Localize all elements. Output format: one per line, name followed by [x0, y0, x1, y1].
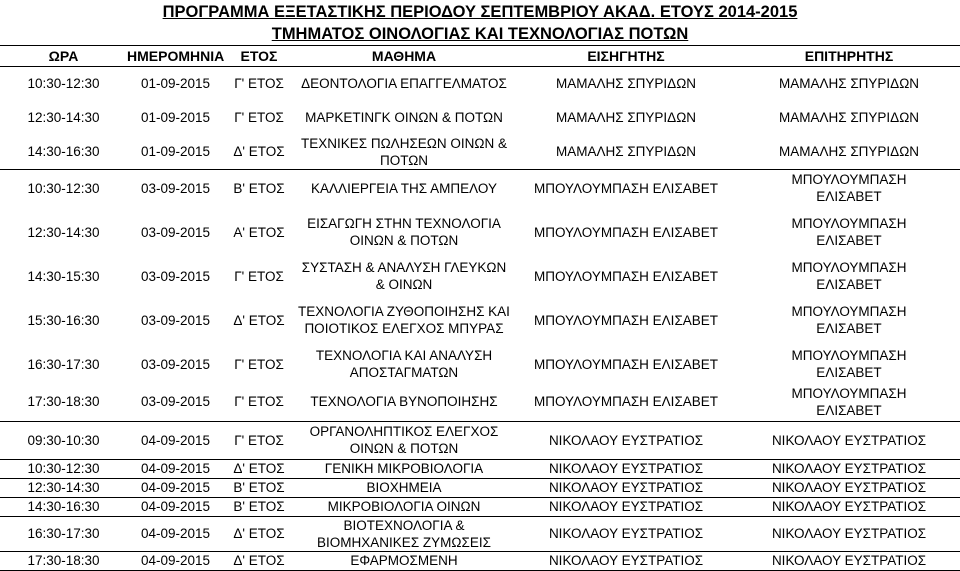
- cell-supervisor: ΝΙΚΟΛΑΟΥ ΕΥΣΤΡΑΤΙΟΣ: [738, 421, 960, 459]
- cell-course: [294, 257, 514, 295]
- header-teacher: ΕΙΣΗΓΗΤΗΣ: [514, 46, 738, 67]
- cell-date: 04-09-2015: [127, 516, 224, 551]
- table-row: [0, 459, 960, 478]
- table-row: [0, 135, 960, 170]
- cell-year: Δ' ΕΤΟΣ: [224, 551, 294, 570]
- cell-course: [294, 207, 514, 257]
- cell-teacher: ΜΑΜΑΛΗΣ ΣΠΥΡΙΔΩΝ: [555, 110, 697, 125]
- cell-course-text: ΚΑΛΛΙΕΡΓΕΙΑ ΤΗΣ ΑΜΠΕΛΟΥ: [311, 180, 497, 196]
- cell-teacher: ΜΠΟΥΛΟΥΜΠΑΣΗ ΕΛΙΣΑΒΕΤ: [514, 169, 738, 207]
- cell-supervisor: ΜΑΜΑΛΗΣ ΣΠΥΡΙΔΩΝ: [778, 144, 920, 159]
- cell-supervisor-text: ΜΠΟΥΛΟΥΜΠΑΣΗ ΕΛΙΣΑΒΕΤ: [791, 348, 907, 380]
- cell-date: 01-09-2015: [127, 67, 224, 101]
- exam-schedule-document: [0, 1, 960, 568]
- cell-course-text: ΤΕΧΝΙΚΕΣ ΠΩΛΗΣΕΩΝ ΟΙΝΩΝ & ΠΟΤΩΝ: [300, 135, 507, 168]
- cell-date: 03-09-2015: [140, 268, 211, 284]
- document-title: ΠΡΟΓΡΑΜΜΑ ΕΞΕΤΑΣΤΙΚΗΣ ΠΕΡΙΟΔΟΥ ΣΕΠΤΕΜΒΡΙΟΥ ΑΚΑΔ. ΕΤΟΥΣ 2014-2015: [162, 3, 798, 21]
- cell-course-text: ΤΕΧΝΟΛΟΓΙΑ ΚΑΙ ΑΝΑΛΥΣΗ ΑΠΟΣΤΑΓΜΑΤΩΝ: [315, 348, 493, 380]
- cell-hour: 16:30-17:30: [27, 356, 100, 372]
- cell-hour: 10:30-12:30: [0, 169, 127, 207]
- cell-supervisor-text: ΜΠΟΥΛΟΥΜΠΑΣΗ ΕΛΙΣΑΒΕΤ: [791, 385, 907, 418]
- cell-course-text: ΤΕΧΝΟΛΟΓΙΑ ΖΥΘΟΠΟΙΗΣΗΣ ΚΑΙ ΠΟΙΟΤΙΚΟΣ ΕΛΕΓΧΟΣ ΜΠΥΡΑΣ: [298, 304, 510, 336]
- header-date: ΗΜΕΡΟΜΗΝΙΑ: [127, 46, 224, 67]
- cell-course: ΕΦΑΡΜΟΣΜΕΝΗ: [294, 551, 514, 570]
- cell-hour: 12:30-14:30: [27, 224, 100, 240]
- cell-year: Δ' ΕΤΟΣ: [233, 312, 285, 328]
- cell-teacher: ΝΙΚΟΛΑΟΥ ΕΥΣΤΡΑΤΙΟΣ: [514, 459, 738, 478]
- document-subtitle: ΤΜΗΜΑΤΟΣ ΟΙΝΟΛΟΓΙΑΣ ΚΑΙ ΤΕΧΝΟΛΟΓΙΑΣ ΠΟΤΩΝ: [271, 25, 689, 43]
- cell-course: [294, 345, 514, 383]
- cell-supervisor: [738, 257, 960, 295]
- cell-course-text: ΔΕΟΝΤΟΛΟΓΙΑ ΕΠΑΓΓΕΛΜΑΤΟΣ: [301, 76, 507, 92]
- cell-supervisor-text: ΜΠΟΥΛΟΥΜΠΑΣΗ ΕΛΙΣΑΒΕΤ: [791, 304, 907, 336]
- cell-year: Γ' ΕΤΟΣ: [234, 394, 284, 410]
- cell-course-text: ΕΙΣΑΓΩΓΗ ΣΤΗΝ ΤΕΧΝΟΛΟΓΙΑ ΟΙΝΩΝ & ΠΟΤΩΝ: [307, 216, 501, 248]
- cell-course: [294, 516, 514, 551]
- cell-hour: 17:30-18:30: [27, 394, 100, 410]
- cell-teacher: ΜΑΜΑΛΗΣ ΣΠΥΡΙΔΩΝ: [555, 144, 697, 159]
- cell-date: 03-09-2015: [140, 224, 211, 240]
- cell-hour: 10:30-12:30: [0, 459, 127, 478]
- cell-course: [294, 169, 514, 207]
- cell-supervisor-text: ΜΠΟΥΛΟΥΜΠΑΣΗ ΕΛΙΣΑΒΕΤ: [791, 260, 907, 292]
- header-supervisor: ΕΠΙΤΗΡΗΤΗΣ: [738, 46, 960, 67]
- cell-hour: 14:30-16:30: [27, 144, 100, 159]
- cell-supervisor: ΜΑΜΑΛΗΣ ΣΠΥΡΙΔΩΝ: [738, 67, 960, 101]
- cell-year: Γ' ΕΤΟΣ: [224, 421, 294, 459]
- cell-teacher: ΝΙΚΟΛΑΟΥ ΕΥΣΤΡΑΤΙΟΣ: [514, 497, 738, 516]
- cell-teacher: ΜΠΟΥΛΟΥΜΠΑΣΗ ΕΛΙΣΑΒΕΤ: [533, 394, 719, 410]
- cell-date: 03-09-2015: [127, 169, 224, 207]
- cell-course: ΒΙΟΧΗΜΕΙΑ: [294, 478, 514, 497]
- table-row: [0, 101, 960, 135]
- cell-hour: 15:30-16:30: [27, 312, 100, 328]
- cell-hour: 12:30-14:30: [27, 110, 100, 125]
- cell-year: Β' ΕΤΟΣ: [224, 478, 294, 497]
- cell-year: Β' ΕΤΟΣ: [224, 497, 294, 516]
- cell-supervisor: [738, 207, 960, 257]
- cell-hour: 14:30-16:30: [0, 497, 127, 516]
- cell-hour: 10:30-12:30: [0, 67, 127, 101]
- cell-teacher: ΝΙΚΟΛΑΟΥ ΕΥΣΤΡΑΤΙΟΣ: [514, 421, 738, 459]
- cell-teacher: ΜΠΟΥΛΟΥΜΠΑΣΗ ΕΛΙΣΑΒΕΤ: [533, 312, 719, 328]
- table-row: [0, 421, 960, 459]
- table-row: [0, 551, 960, 570]
- cell-date: 03-09-2015: [140, 394, 211, 410]
- cell-supervisor-text: ΜΠΟΥΛΟΥΜΠΑΣΗ ΕΛΙΣΑΒΕΤ: [791, 216, 907, 248]
- table-row: [0, 478, 960, 497]
- cell-year: Α' ΕΤΟΣ: [233, 224, 285, 240]
- cell-year: Δ' ΕΤΟΣ: [233, 144, 285, 159]
- cell-course: [294, 295, 514, 345]
- cell-hour: 14:30-15:30: [27, 268, 100, 284]
- cell-course: [294, 135, 514, 170]
- cell-hour: 17:30-18:30: [0, 551, 127, 570]
- table-row: [0, 497, 960, 516]
- header-hour: ΩΡΑ: [0, 46, 127, 67]
- header-course: ΜΑΘΗΜΑ: [294, 46, 514, 67]
- cell-teacher: ΝΙΚΟΛΑΟΥ ΕΥΣΤΡΑΤΙΟΣ: [514, 478, 738, 497]
- table-row: [0, 169, 960, 207]
- cell-year: Γ' ΕΤΟΣ: [224, 67, 294, 101]
- table-row: [0, 383, 960, 421]
- cell-supervisor: [738, 345, 960, 383]
- cell-date: 03-09-2015: [140, 356, 211, 372]
- cell-teacher: ΝΙΚΟΛΑΟΥ ΕΥΣΤΡΑΤΙΟΣ: [514, 516, 738, 551]
- table-header-row: [0, 46, 960, 67]
- cell-teacher: ΝΙΚΟΛΑΟΥ ΕΥΣΤΡΑΤΙΟΣ: [514, 551, 738, 570]
- cell-date: 04-09-2015: [127, 421, 224, 459]
- table-row: [0, 207, 960, 257]
- header-year: ΕΤΟΣ: [224, 46, 294, 67]
- table-row: [0, 257, 960, 295]
- cell-supervisor-text: ΜΠΟΥΛΟΥΜΠΑΣΗ ΕΛΙΣΑΒΕΤ: [791, 172, 907, 205]
- cell-date: 04-09-2015: [127, 497, 224, 516]
- cell-course: ΜΙΚΡΟΒΙΟΛΟΓΙΑ ΟΙΝΩΝ: [294, 497, 514, 516]
- cell-date: 04-09-2015: [127, 459, 224, 478]
- cell-course: ΓΕΝΙΚΗ ΜΙΚΡΟΒΙΟΛΟΓΙΑ: [294, 459, 514, 478]
- cell-course: [294, 67, 514, 101]
- cell-course-text: ΟΡΓΑΝΟΛΗΠΤΙΚΟΣ ΕΛΕΓΧΟΣ ΟΙΝΩΝ & ΠΟΤΩΝ: [309, 424, 499, 456]
- cell-date: 01-09-2015: [140, 110, 211, 125]
- cell-supervisor: [738, 383, 960, 421]
- cell-supervisor: [738, 295, 960, 345]
- cell-year: Δ' ΕΤΟΣ: [224, 516, 294, 551]
- cell-supervisor: ΝΙΚΟΛΑΟΥ ΕΥΣΤΡΑΤΙΟΣ: [738, 459, 960, 478]
- cell-supervisor: ΝΙΚΟΛΑΟΥ ΕΥΣΤΡΑΤΙΟΣ: [738, 497, 960, 516]
- cell-teacher: ΜΑΜΑΛΗΣ ΣΠΥΡΙΔΩΝ: [514, 67, 738, 101]
- cell-course-text: ΜΑΡΚΕΤΙΝΓΚ ΟΙΝΩΝ & ΠΟΤΩΝ: [305, 110, 503, 125]
- exam-schedule-table: [0, 45, 960, 571]
- cell-course: [294, 421, 514, 459]
- cell-date: 03-09-2015: [140, 312, 211, 328]
- cell-supervisor: [738, 169, 960, 207]
- cell-supervisor: ΝΙΚΟΛΑΟΥ ΕΥΣΤΡΑΤΙΟΣ: [738, 478, 960, 497]
- cell-year: Β' ΕΤΟΣ: [224, 169, 294, 207]
- table-body: [0, 67, 960, 571]
- cell-teacher: ΜΠΟΥΛΟΥΜΠΑΣΗ ΕΛΙΣΑΒΕΤ: [533, 224, 719, 240]
- cell-course-text: ΣΥΣΤΑΣΗ & ΑΝΑΛΥΣΗ ΓΛΕΥΚΩΝ & ΟΙΝΩΝ: [301, 260, 507, 292]
- cell-supervisor: ΝΙΚΟΛΑΟΥ ΕΥΣΤΡΑΤΙΟΣ: [738, 516, 960, 551]
- cell-supervisor: ΜΑΜΑΛΗΣ ΣΠΥΡΙΔΩΝ: [778, 110, 920, 125]
- cell-date: 04-09-2015: [127, 478, 224, 497]
- table-row: [0, 516, 960, 551]
- cell-year: Δ' ΕΤΟΣ: [224, 459, 294, 478]
- cell-year: Γ' ΕΤΟΣ: [234, 268, 284, 284]
- cell-hour: 16:30-17:30: [0, 516, 127, 551]
- cell-hour: 12:30-14:30: [0, 478, 127, 497]
- table-row: [0, 295, 960, 345]
- cell-course: [294, 101, 514, 135]
- cell-year: Γ' ΕΤΟΣ: [234, 110, 284, 125]
- cell-course: ΤΕΧΝΟΛΟΓΙΑ ΒΥΝΟΠΟΙΗΣΗΣ: [310, 394, 498, 410]
- table-row: [0, 345, 960, 383]
- cell-year: Γ' ΕΤΟΣ: [234, 356, 284, 372]
- cell-date: 04-09-2015: [127, 551, 224, 570]
- table-row: [0, 67, 960, 101]
- cell-teacher: ΜΠΟΥΛΟΥΜΠΑΣΗ ΕΛΙΣΑΒΕΤ: [533, 268, 719, 284]
- cell-course-text: ΒΙΟΤΕΧΝΟΛΟΓΙΑ & ΒΙΟΜΗΧΑΝΙΚΕΣ ΖΥΜΩΣΕΙΣ: [317, 517, 491, 550]
- cell-supervisor: ΝΙΚΟΛΑΟΥ ΕΥΣΤΡΑΤΙΟΣ: [738, 551, 960, 570]
- cell-date: 01-09-2015: [140, 144, 211, 159]
- cell-teacher: ΜΠΟΥΛΟΥΜΠΑΣΗ ΕΛΙΣΑΒΕΤ: [533, 356, 719, 372]
- cell-hour: 09:30-10:30: [0, 421, 127, 459]
